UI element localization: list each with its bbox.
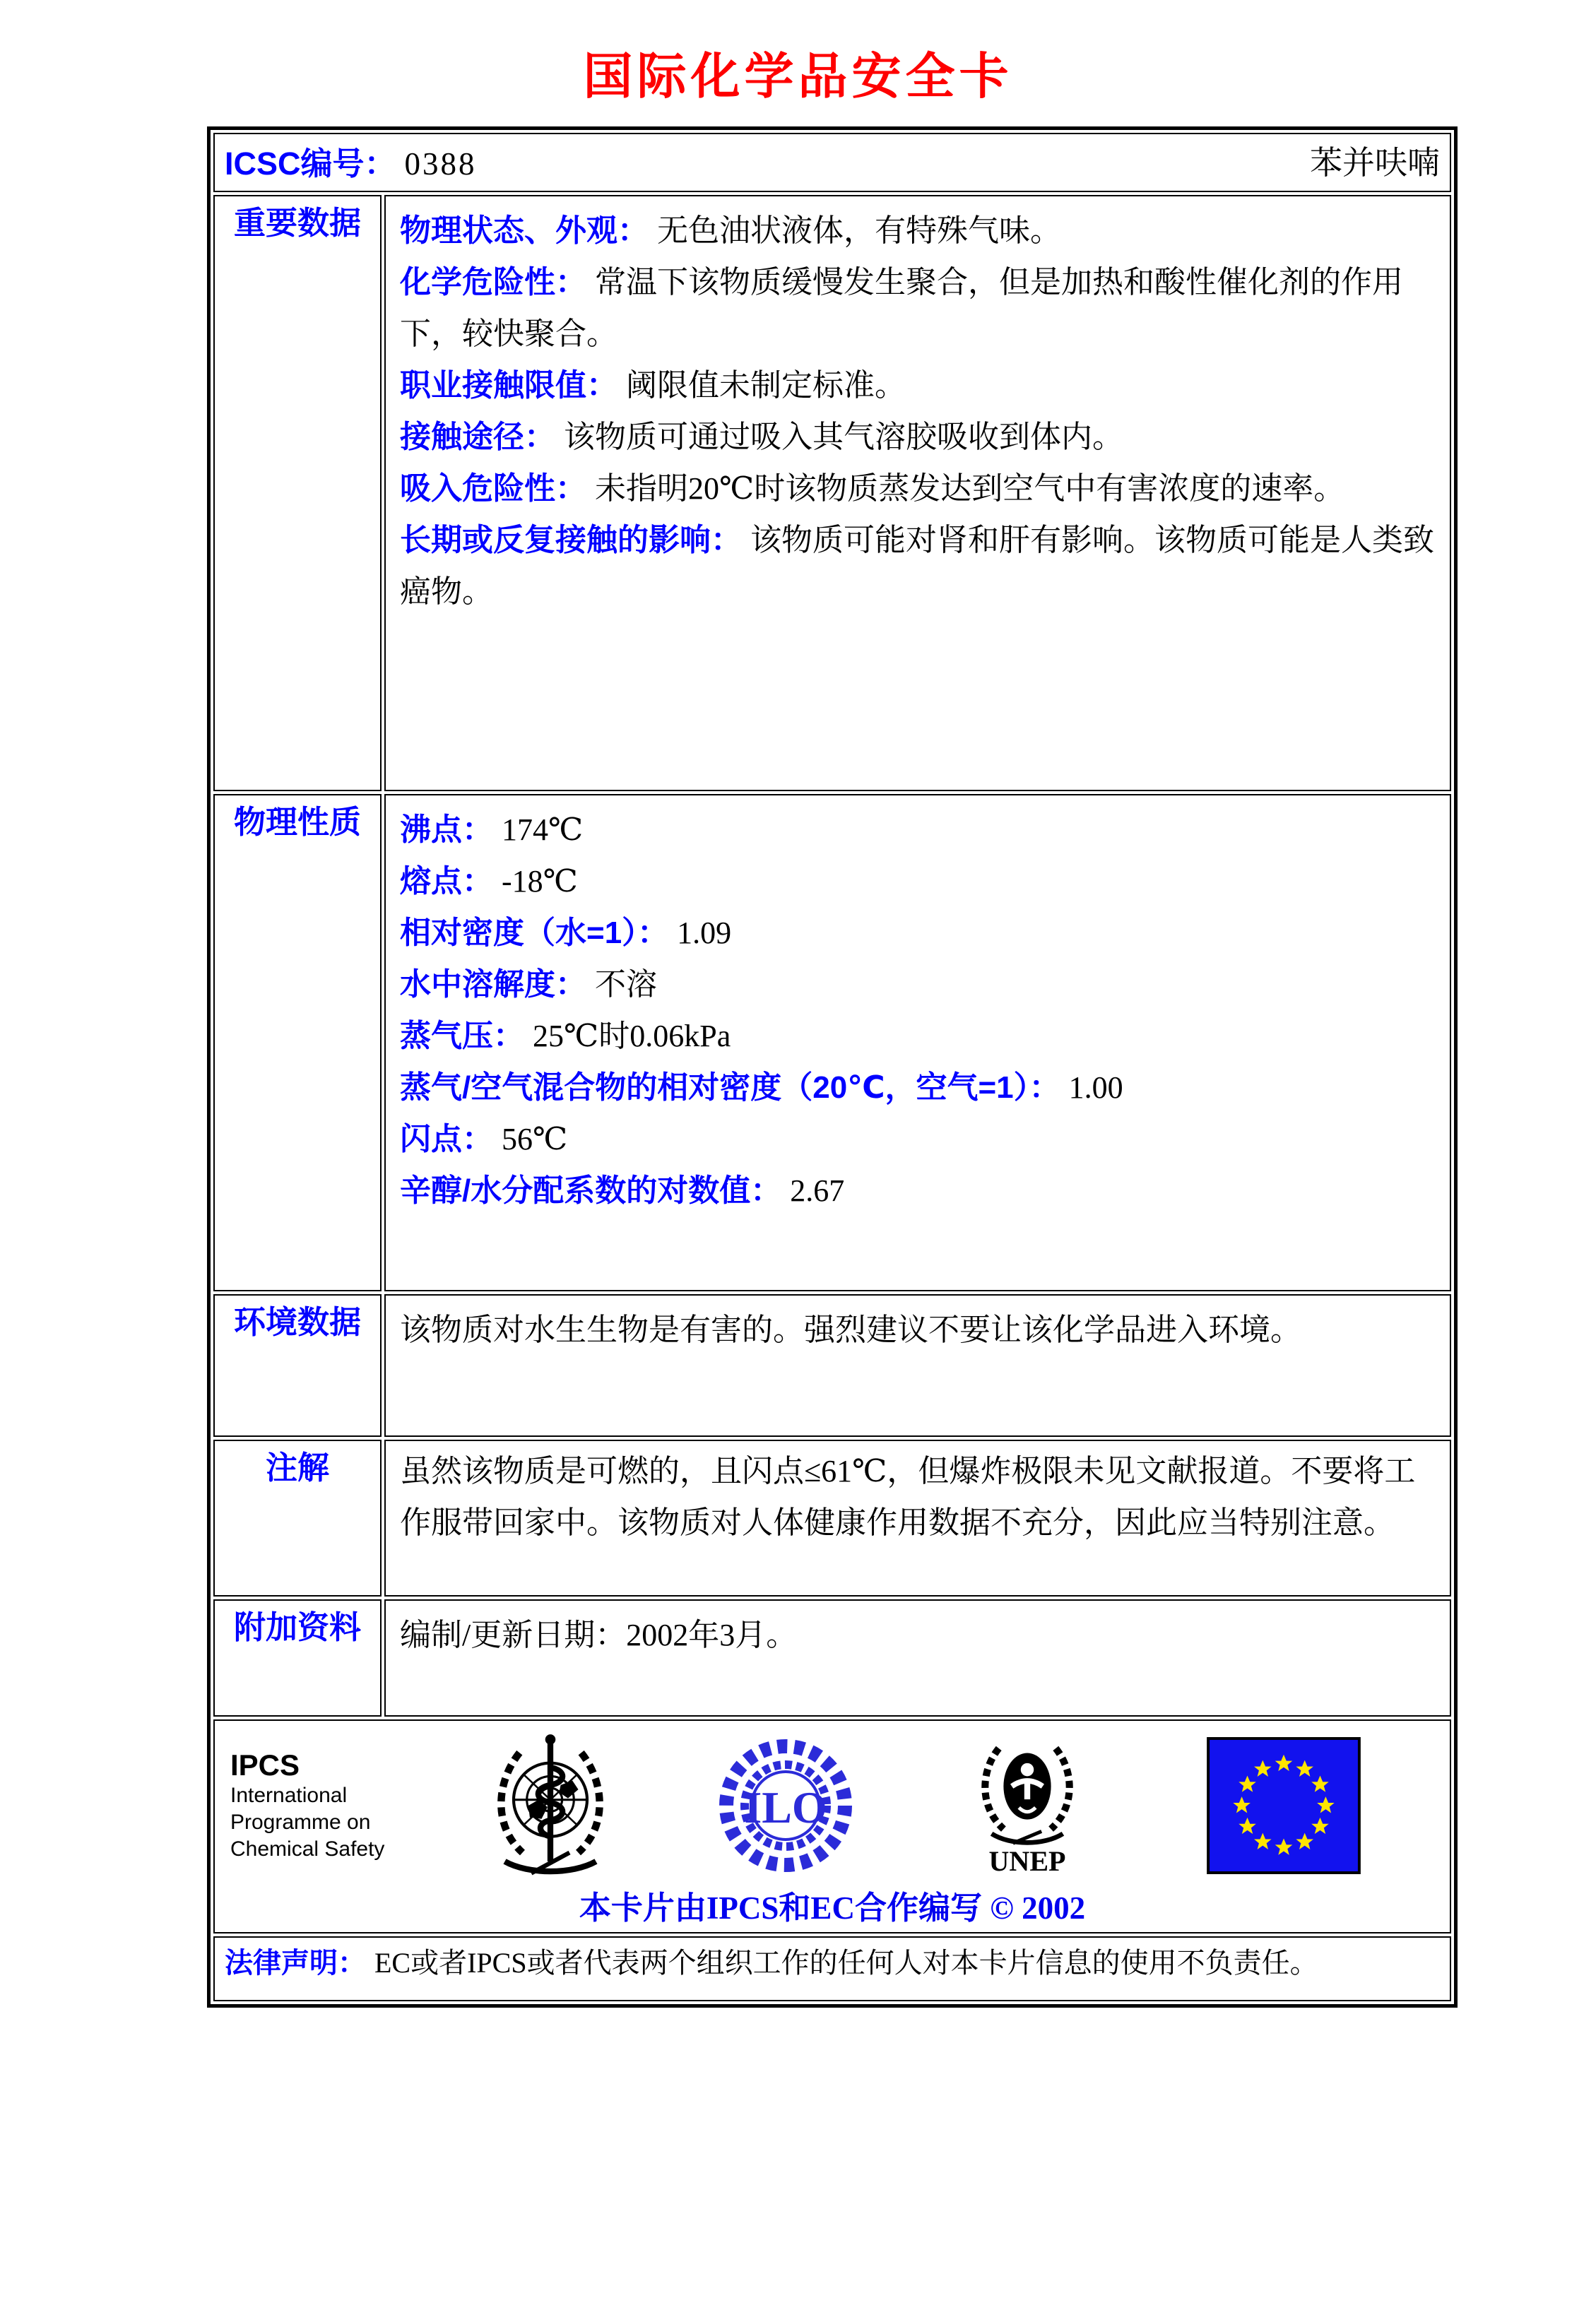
organisations-row: [213, 1719, 1451, 1933]
section-label-physical-properties: 物理性质: [213, 794, 382, 1291]
item-value: 未指明20℃时该物质蒸发达到空气中有害浓度的速率。: [595, 471, 1345, 506]
ipcs-line3: Chemical Safety: [230, 1837, 385, 1861]
physical-item: [400, 907, 1436, 959]
copyright-text: 本卡片由IPCS和EC合作编写: [579, 1890, 982, 1926]
unep-label: UNEP: [988, 1844, 1066, 1877]
item-value: 该物质可通过吸入其气溶胶吸收到体内。: [564, 420, 1123, 454]
item-value: 25℃时0.06kPa: [533, 1019, 731, 1053]
section-label-important-data: 重要数据: [213, 195, 382, 791]
item-value: 56℃: [502, 1122, 568, 1156]
who-emblem-icon: [483, 1732, 617, 1879]
item-label: 蒸气/空气混合物的相对密度（20℃，空气=1）：: [400, 1070, 1060, 1105]
ilo-logo-icon: [715, 1735, 856, 1876]
item-value: 1.00: [1068, 1070, 1123, 1105]
physical-properties-row: [213, 794, 1451, 1291]
legal-notice-text: EC或者IPCS或者代表两个组织工作的任何人对本卡片信息的使用不负责任。: [374, 1947, 1318, 1979]
item-value: 不溶: [595, 967, 657, 1002]
copyright-line: [230, 1882, 1434, 1928]
item-label: 闪点：: [400, 1122, 493, 1156]
copyright-year: © 2002: [990, 1890, 1086, 1926]
unep-logo-icon: [968, 1736, 1087, 1848]
physical-item: [400, 1010, 1436, 1062]
item-label: 长期或反复接触的影响：: [400, 523, 742, 557]
additional-info-text: 编制/更新日期：2002年3月。: [400, 1618, 798, 1652]
icsc-number-label: ICSC编号：: [225, 145, 396, 182]
item-label: 物理状态、外观：: [400, 213, 649, 248]
environmental-data-row: [213, 1294, 1451, 1437]
important-item: [400, 411, 1436, 463]
item-label: 沸点：: [400, 812, 493, 847]
item-label: 相对密度（水=1）：: [400, 916, 669, 950]
item-label: 化学危险性：: [400, 265, 586, 300]
item-value: 阈限值未制定标准。: [626, 368, 906, 403]
physical-item: [400, 1062, 1436, 1113]
icsc-card-table: [207, 126, 1458, 2008]
physical-item: [400, 959, 1436, 1010]
header-row: [213, 133, 1451, 192]
notes-text: 虽然该物质是可燃的，且闪点≤61℃，但爆炸极限未见文献报道。不要将工作服带回家中。该物质对人体健康作用数据不充分，因此应当特别注意。: [400, 1454, 1416, 1540]
item-value: 2.67: [790, 1173, 845, 1208]
section-label-additional-info: 附加资料: [213, 1599, 382, 1717]
ipcs-line2: Programme on: [230, 1811, 371, 1834]
ipcs-line1: International: [230, 1784, 348, 1807]
item-label: 职业接触限值：: [400, 368, 617, 403]
icsc-number-group: [225, 138, 477, 184]
page-title: 国际化学品安全卡: [583, 47, 1013, 105]
notes-content: [384, 1440, 1451, 1597]
important-data-row: [213, 195, 1451, 791]
physical-properties-content: [384, 794, 1451, 1291]
physical-item: [400, 804, 1436, 855]
icsc-number-value: 0388: [404, 146, 477, 182]
physical-item: [400, 855, 1436, 907]
environmental-data-content: [384, 1294, 1451, 1437]
item-label: 吸入危险性：: [400, 471, 586, 506]
ilo-letters: ILO: [744, 1782, 827, 1832]
unep-logo-block: [968, 1736, 1087, 1876]
item-label: 接触途径：: [400, 420, 555, 454]
item-value: 174℃: [502, 812, 584, 847]
ipcs-text-block: [230, 1748, 400, 1863]
important-item: [400, 463, 1436, 514]
item-label: 水中溶解度：: [400, 967, 586, 1002]
item-value: 无色油状液体，有特殊气味。: [657, 213, 1061, 248]
important-item: [400, 205, 1436, 256]
important-item: [400, 256, 1436, 360]
item-label: 辛醇/水分配系数的对数值：: [400, 1173, 782, 1208]
important-item: [400, 360, 1436, 411]
environmental-text: 该物质对水生生物是有害的。强烈建议不要让该化学品进入环境。: [400, 1313, 1301, 1347]
important-data-content: [384, 195, 1451, 791]
legal-notice-label: 法律声明：: [225, 1948, 366, 1979]
card-wrapper: [207, 126, 1458, 2008]
item-label: 蒸气压：: [400, 1019, 524, 1053]
section-label-notes: 注解: [213, 1440, 382, 1597]
item-value: 常温下该物质缓慢发生聚合，但是加热和酸性催化剂的作用下，较快聚合。: [400, 265, 1403, 351]
header-cell: [213, 133, 1451, 192]
logos-strip: [230, 1732, 1434, 1879]
eu-flag-icon: [1207, 1737, 1361, 1874]
legal-notice-row: [213, 1936, 1451, 2001]
physical-item: [400, 1165, 1436, 1216]
physical-item: [400, 1113, 1436, 1165]
organisations-cell: [213, 1719, 1451, 1933]
item-label: 熔点：: [400, 864, 493, 899]
legal-notice-cell: [213, 1936, 1451, 2001]
additional-info-content: [384, 1599, 1451, 1717]
section-label-environmental-data: 环境数据: [213, 1294, 382, 1437]
chemical-name: 苯并呋喃: [1310, 145, 1440, 181]
item-value: -18℃: [502, 864, 578, 899]
additional-info-row: [213, 1599, 1451, 1717]
header-inner: [225, 137, 1440, 184]
ipcs-name: IPCS: [230, 1748, 300, 1782]
item-value: 该物质可能对肾和肝有影响。该物质可能是人类致癌物。: [400, 523, 1434, 609]
important-item: [400, 514, 1436, 617]
notes-row: [213, 1440, 1451, 1597]
item-value: 1.09: [677, 916, 732, 950]
